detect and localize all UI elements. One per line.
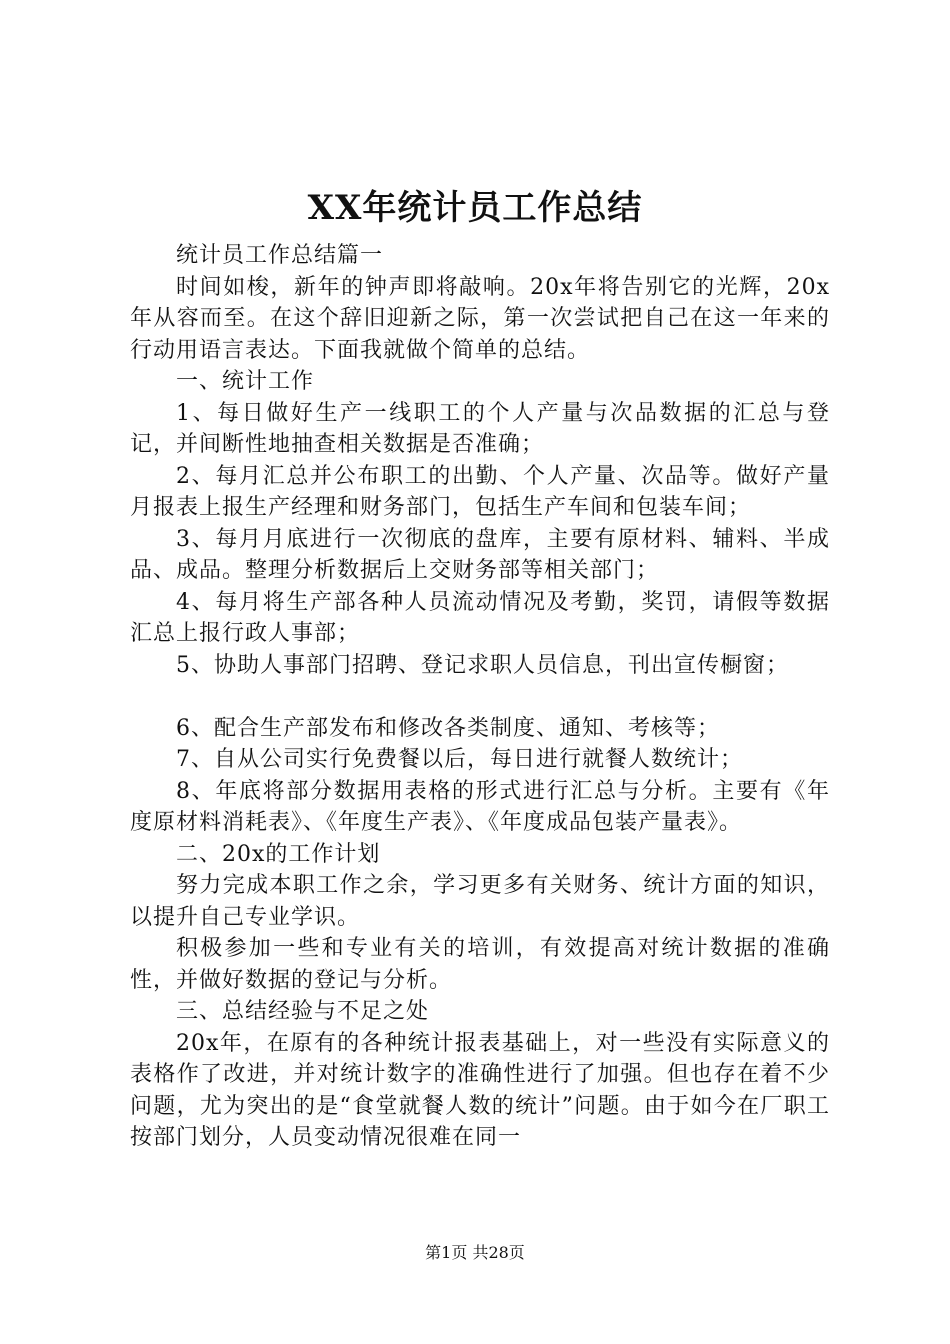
document-title: XX年统计员工作总结 [307, 188, 643, 228]
section-heading-part-one: 统计员工作总结篇一 [176, 243, 384, 268]
list-item-6: 6、配合生产部发布和修改各类制度、通知、考核等； [176, 715, 720, 741]
plan-paragraph-2: 积极参加一些和专业有关的培训，有效提高对统计数据的准确性，并做好数据的登记与分析。 [130, 936, 830, 993]
list-item-8: 8、年底将部分数据用表格的形式进行汇总与分析。主要有《年度原材料消耗表》、《年度生产表》、《年度成品包装产量表》。 [130, 778, 830, 835]
section-heading-experience: 三、总结经验与不足之处 [176, 999, 430, 1024]
list-item-1: 1、每日做好生产一线职工的个人产量与次品数据的汇总与登记，并间断性地抽查相关数据是否准确； [130, 400, 830, 457]
intro-paragraph: 时间如梭，新年的钟声即将敲响。20x年将告别它的光辉，20x年从容而至。在这个辞旧迎新之际，第一次尝试把自己在这一年来的行动用语言表达。下面我就做个简单的总结。 [130, 274, 830, 363]
section-heading-work-plan: 二、20x的工作计划 [176, 841, 381, 867]
list-item-7: 7、自从公司实行免费餐以后，每日进行就餐人数统计； [176, 747, 743, 772]
document-body [130, 240, 830, 1154]
blank-line [130, 681, 830, 713]
experience-paragraph: 20x年，在原有的各种统计报表基础上，对一些没有实际意义的表格作了改进，并对统计数字的准确性进行了加强。但也存在着不少问题，尤为突出的是“食堂就餐人数的统计”问题。由于如今在厂职工按部门划分，人员变动情况很难在同一 [130, 1030, 830, 1150]
list-item-2: 2、每月汇总并公布职工的出勤、个人产量、次品等。做好产量月报表上报生产经理和财务部门，包括生产车间和包装车间； [130, 463, 830, 520]
list-item-3: 3、每月月底进行一次彻底的盘库，主要有原材料、辅料、半成品、成品。整理分析数据后上交财务部等相关部门； [130, 526, 830, 583]
page-number-footer: 第1页 共28页 [425, 1243, 525, 1262]
list-item-5: 5、协助人事部门招聘、登记求职人员信息，刊出宣传橱窗； [176, 652, 789, 678]
plan-paragraph-1: 努力完成本职工作之余，学习更多有关财务、统计方面的知识，以提升自己专业学识。 [130, 873, 830, 930]
list-item-4: 4、每月将生产部各种人员流动情况及考勤，奖罚，请假等数据汇总上报行政人事部； [130, 589, 830, 646]
section-heading-statistics-work: 一、统计工作 [176, 369, 315, 394]
